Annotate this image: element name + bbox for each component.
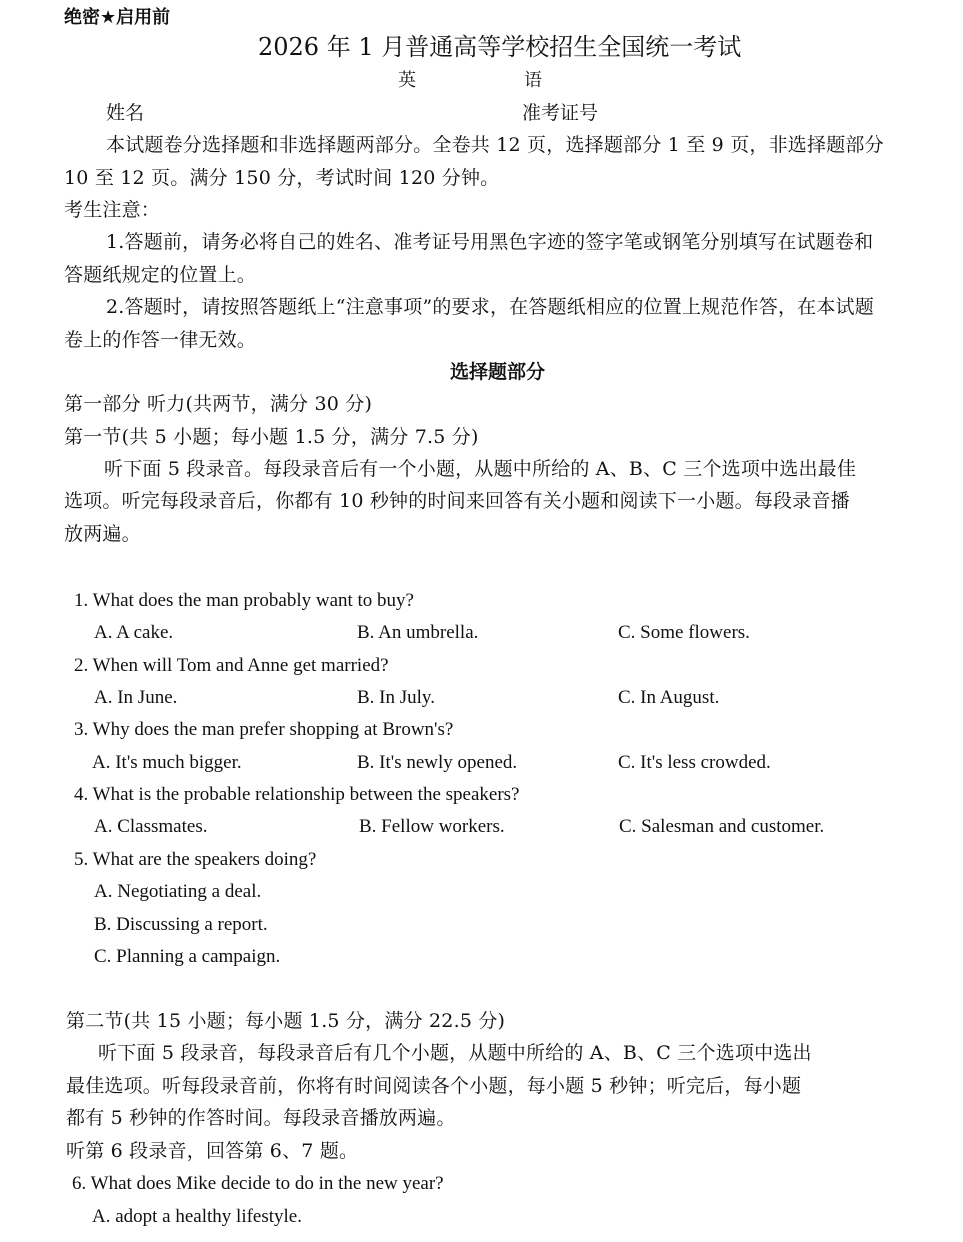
question-5-option-b: B. Discussing a report. (94, 914, 268, 935)
question-2-option-c: C. In August. (618, 687, 720, 708)
part-1-title: 第一部分 听力(共两节，满分 30 分) (64, 393, 373, 415)
note-2-line-1: 2.答题时，请按照答题纸上“注意事项”的要求，在答题纸相应的位置上规范作答，在本试题 (106, 296, 874, 318)
question-4-option-b: B. Fellow workers. (359, 816, 505, 837)
confidential-label: 绝密★启用前 (64, 7, 171, 28)
question-5: 5. What are the speakers doing? (74, 849, 317, 870)
question-3: 3. Why does the man prefer shopping at Brown's? (74, 719, 454, 740)
question-6-option-a: A. adopt a healthy lifestyle. (92, 1206, 302, 1227)
section-2-instruction-line-1: 听下面 5 段录音，每段录音后有几个小题，从题中所给的 A、B、C 三个选项中选出 (98, 1042, 812, 1064)
question-1-option-c: C. Some flowers. (618, 622, 750, 643)
section-2-instruction-line-2: 最佳选项。听每段录音前，你将有时间阅读各个小题，每小题 5 秒钟；听完后，每小题 (66, 1075, 802, 1097)
question-1-option-b: B. An umbrella. (357, 622, 479, 643)
section-1-instruction-line-2: 选项。听完每段录音后，你都有 10 秒钟的时间来回答有关小题和阅读下一小题。每段录音播 (64, 490, 850, 512)
name-label: 姓名 (106, 102, 145, 124)
question-6: 6. What does Mike decide to do in the new year? (72, 1173, 444, 1194)
question-3-option-a: A. It's much bigger. (92, 752, 242, 773)
section-1-instruction-line-1: 听下面 5 段录音。每段录音后有一个小题，从题中所给的 A、B、C 三个选项中选出最佳 (104, 458, 857, 480)
note-2-line-2: 卷上的作答一律无效。 (64, 329, 257, 351)
question-3-option-b: B. It's newly opened. (357, 752, 518, 773)
question-4-option-c: C. Salesman and customer. (619, 816, 825, 837)
subject-char-1: 英 (398, 70, 416, 91)
question-1-option-a: A. A cake. (94, 622, 174, 643)
question-5-option-a: A. Negotiating a deal. (94, 881, 262, 902)
question-2: 2. When will Tom and Anne get married? (74, 655, 389, 676)
question-3-option-c: C. It's less crowded. (618, 752, 771, 773)
section-1-title: 第一节(共 5 小题；每小题 1.5 分，满分 7.5 分) (64, 426, 479, 448)
intro-line-2: 10 至 12 页。满分 150 分，考试时间 120 分钟。 (64, 167, 500, 189)
notice-title: 考生注意： (64, 199, 161, 221)
question-1: 1. What does the man probably want to buy? (74, 590, 414, 611)
question-4: 4. What is the probable relationship between the speakers? (74, 784, 520, 805)
question-2-option-b: B. In July. (357, 687, 435, 708)
intro-line-1: 本试题卷分选择题和非选择题两部分。全卷共 12 页，选择题部分 1 至 9 页，非选择题部分 (106, 134, 884, 156)
section-2-instruction-line-3: 都有 5 秒钟的作答时间。每段录音播放两遍。 (66, 1107, 456, 1129)
section-2-title: 第二节(共 15 小题；每小题 1.5 分，满分 22.5 分) (66, 1010, 506, 1032)
section-title: 选择题部分 (450, 361, 546, 383)
note-1-line-1: 1.答题前，请务必将自己的姓名、准考证号用黑色字迹的签字笔或钢笔分别填写在试题卷和 (106, 231, 874, 253)
listen-6-instruction: 听第 6 段录音，回答第 6、7 题。 (66, 1140, 359, 1162)
question-2-option-a: A. In June. (94, 687, 178, 708)
question-4-option-a: A. Classmates. (94, 816, 208, 837)
subject-char-2: 语 (524, 70, 542, 91)
question-5-option-c: C. Planning a campaign. (94, 946, 281, 967)
note-1-line-2: 答题纸规定的位置上。 (64, 264, 257, 286)
exam-id-label: 准考证号 (522, 102, 599, 124)
section-1-instruction-line-3: 放两遍。 (64, 523, 141, 545)
exam-title: 2026 年 1 月普通高等学校招生全国统一考试 (258, 33, 742, 61)
